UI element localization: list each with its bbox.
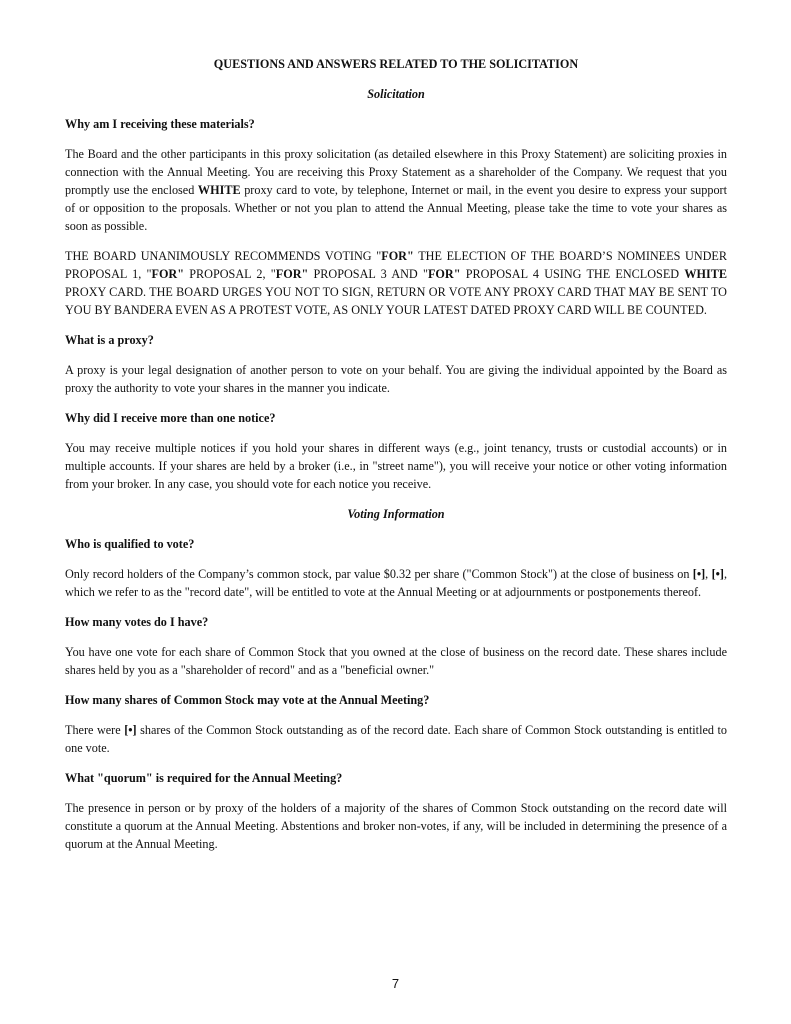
board-recommendation (65, 247, 727, 319)
question-quorum: What "quorum" is required for the Annual Meeting? (65, 771, 343, 785)
recommendation-text: THE BOARD UNANIMOUSLY RECOMMENDS VOTING " (65, 249, 382, 263)
for-emphasis: FOR" (427, 267, 461, 281)
section-heading-voting: Voting Information (347, 507, 445, 521)
answer-shares-may-vote (65, 721, 727, 757)
recommendation-text: PROPOSAL 4 USING THE ENCLOSED (460, 267, 685, 281)
answer-text: The Board and the other participants in this proxy solicitation (as detailed elsewhere in this Proxy Statement) are soliciting proxies in connection with the Annual Meeting. You are receiving this Proxy Statement as a shareholder of the Company. We request that you promptly use the enclosed (65, 147, 727, 197)
question-shares-may-vote: How many shares of Common Stock may vote at the Annual Meeting? (65, 693, 430, 707)
section-heading-solicitation: Solicitation (367, 87, 425, 101)
answer-why-receiving (65, 145, 727, 235)
placeholder-emphasis: [•] (711, 567, 724, 581)
question-how-many-votes: How many votes do I have? (65, 615, 209, 629)
answer-text: There were (65, 723, 125, 737)
answer-what-is-proxy: A proxy is your legal designation of another person to vote on your behalf. You are giving the individual appointed by the Board as proxy the authority to vote your shares in the manner you indicate. (65, 363, 727, 395)
placeholder-emphasis: [•] (124, 723, 137, 737)
recommendation-text: PROPOSAL 3 AND " (308, 267, 428, 281)
answer-text: Only record holders of the Company’s common stock, par value $0.32 per share ("Common Stock") at the close of business on (65, 567, 693, 581)
answer-text: proxy card to vote, by telephone, Internet or mail, in the event you desire to express your support of or opposition to the proposals. Whether or not you plan to attend the Annual Meeting, please take the time to vote your shares as soon as possible. (65, 183, 727, 233)
recommendation-text: THE ELECTION OF THE BOARD’S NOMINEES UNDER PROPOSAL 1, " (65, 249, 727, 281)
question-multiple-notices: Why did I receive more than one notice? (65, 411, 276, 425)
answer-text: , (705, 567, 712, 581)
recommendation-text: PROPOSAL 2, " (184, 267, 276, 281)
page-title: QUESTIONS AND ANSWERS RELATED TO THE SOLICITATION (213, 57, 579, 71)
answer-how-many-votes: You have one vote for each share of Common Stock that you owned at the close of business on the record date. These shares include shares held by you as a "shareholder of record" and as a "beneficial owner." (65, 645, 727, 677)
for-emphasis: FOR" (151, 267, 184, 281)
question-why-receiving: Why am I receiving these materials? (65, 117, 255, 131)
white-emphasis: WHITE (684, 267, 728, 281)
question-what-is-proxy: What is a proxy? (65, 333, 154, 347)
answer-qualified-to-vote (65, 565, 727, 601)
white-emphasis: WHITE (197, 183, 241, 197)
recommendation-text: PROXY CARD. THE BOARD URGES YOU NOT TO SIGN, RETURN OR VOTE ANY PROXY CARD THAT MAY BE SENT TO YOU BY BANDERA EVEN AS A PROTEST VOTE, AS ONLY YOUR LATEST DATED PROXY CARD WILL BE COUNTED. (65, 285, 727, 317)
placeholder-emphasis: [•] (692, 567, 706, 581)
answer-text: , which we refer to as the "record date", will be entitled to vote at the Annual Meeting or at adjournments or postponements thereof. (65, 567, 727, 599)
question-qualified-to-vote: Who is qualified to vote? (65, 537, 195, 551)
document-page (65, 55, 727, 865)
page-number: 7 (391, 976, 400, 991)
answer-text: shares of the Common Stock outstanding as of the record date. Each share of Common Stock outstanding is entitled to one vote. (65, 723, 727, 755)
answer-quorum: The presence in person or by proxy of the holders of a majority of the shares of Common Stock outstanding on the record date will constitute a quorum at the Annual Meeting. Abstentions and broker non-votes, if any, will be included in determining the presence of a quorum at the Annual Meeting. (65, 801, 727, 851)
for-emphasis: FOR" (381, 249, 414, 263)
answer-multiple-notices: You may receive multiple notices if you hold your shares in different ways (e.g., joint tenancy, trusts or custodial accounts) or in multiple accounts. If your shares are held by a broker (i.e., in "street name"), you will receive your notice or other voting information from your broker. In any case, you should vote for each notice you receive. (65, 441, 727, 491)
for-emphasis: FOR" (275, 267, 309, 281)
